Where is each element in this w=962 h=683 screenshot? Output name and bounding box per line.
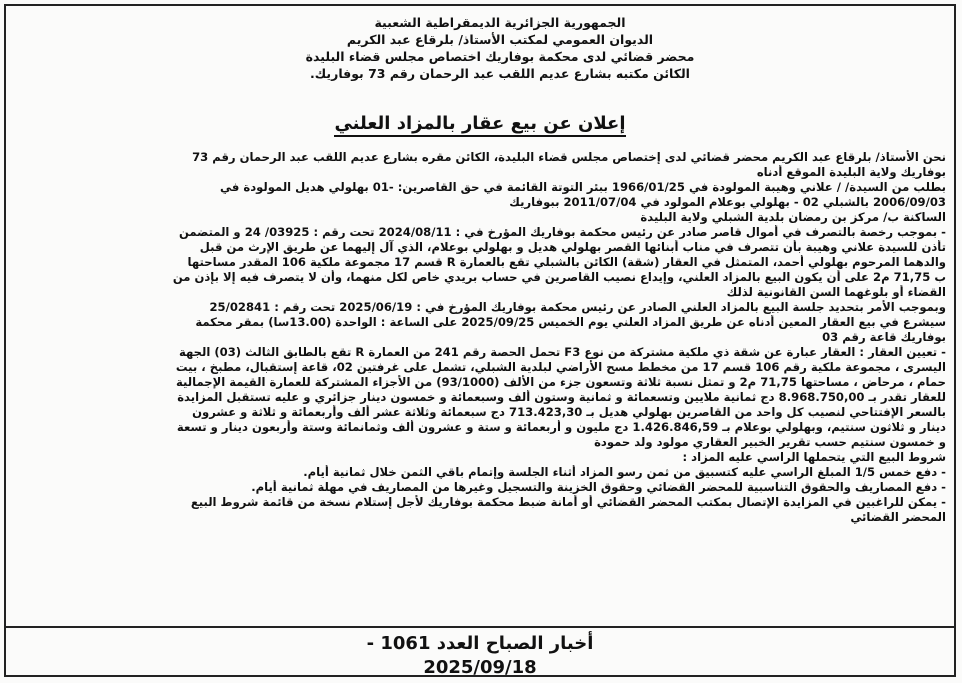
body-line: تأذن للسيدة علاني وهيبة بأن تتصرف في مناب أبنائها القصر بهلولي هديل و بهلولي بوعلام، الذي آل إليهما عن طريق الإرث من قبل xyxy=(199,240,946,254)
footer-block xyxy=(200,632,760,680)
title-text: إعلان عن بيع عقار بالمزاد العلني xyxy=(334,113,625,137)
announcement-body xyxy=(16,150,946,525)
body-line: 2006/09/03 بالشبلي 02 - بهلولي بوعلام المولود في 2011/07/04 ببوفاريك xyxy=(509,195,946,209)
body-line: بوفاريك ولاية البليدة الموقع أدناه xyxy=(756,165,946,179)
body-line: و خمسون سنتيم حسب تقرير الخبير العقاري مولود ولد حمودة xyxy=(594,435,946,449)
body-line: للعقار تقدر بـ 8.968.750,00 دج ثمانية ملايين وتسعمائة و ثمانية وستون ألف وسبعمائة و خمسون دينار جزائري و عليه تستقبل المزايدة xyxy=(177,390,946,404)
footer-date: 2025/09/18 xyxy=(423,657,537,678)
body-line: - يمكن للراغبين في المزايدة الإتصال بمكتب المحضر القضائي أو أمانة ضبط محكمة بوفاريك لأجل إستلام نسخة من قائمة شروط البيع xyxy=(190,495,946,509)
header-line-1: الجمهورية الجزائرية الديمقراطية الشعبية xyxy=(374,15,626,30)
body-line: سيشرع في بيع العقار المعين أدناه عن طريق المزاد العلني يوم الخميس 2025/09/25 على الساعة : الواحدة (13.00سا) بمقر محكمة xyxy=(195,315,946,329)
body-line: والدهما المرحوم بهلولي أحمد، المتمثل في العقار (شقة) الكائن بالشبلي تقع بالعمارة R قسم 17 مجموعة ملكية 106 المقدر مساحتها xyxy=(187,255,946,269)
header-block xyxy=(220,14,780,82)
body-line: دينار و ثلاثون سنتيم، وبهلولي بوعلام بـ 1.426.846,59 دج مليون و أربعمائة و ستة و عشرون ألف وثمانمائة وستة وأربعون دينار و تسعة xyxy=(176,420,946,434)
body-line: - تعيين العقار : العقار عبارة عن شقة ذي ملكية مشتركة من نوع F3 تحمل الحصة رقم 241 من العمارة R تقع بالطابق الثالث (03) الجهة xyxy=(178,345,946,359)
body-line: حمام ، مرحاض ، مساحتها 71,75 م2 و تمثل نسبة ثلاثة وتسعون جزء من الألف (93/1000) من الأجزاء المشتركة للعمارة القيمة الإجمالية xyxy=(176,375,946,389)
body-line: - دفع المصاريف والحقوق التناسبية للمحضر القضائي وحقوق الخزينة والتسجيل وغيرها من المصاريف في مهلة ثمانية أيام. xyxy=(251,480,946,494)
header-line-4: الكائن مكتبه بشارع عديم اللقب عبد الرحمان رقم 73 بوفاريك. xyxy=(310,66,690,81)
header-line-2: الديوان العمومي لمكتب الأستاذ/ بلرقاع عبد الكريم xyxy=(346,32,654,47)
footer-line-1: أخبار الصباح العدد 1061 - xyxy=(366,633,594,654)
body-line: - دفع خمس 1/5 المبلغ الراسي عليه كتسبيق من ثمن رسو المزاد أثناء الجلسة وإتمام باقي الثمن خلال ثمانية أيام. xyxy=(303,465,946,479)
body-line: نحن الأستاذ/ بلرقاع عبد الكريم محضر قضائي لدى إختصاص مجلس قضاء البليدة، الكائن مقره بشارع عديم اللقب عبد الرحمان رقم 73 xyxy=(192,150,946,164)
body-line: القضاء أو بلوغهما السن القانونية لذلك xyxy=(726,285,946,299)
body-line: - بموجب رخصة بالتصرف في أموال قاصر صادر عن رئيس محكمة بوفاريك المؤرخ في : 2024/08/11 تحت رقم : 03925/ 24 و المتضمن xyxy=(178,225,946,239)
header-line-3: محضر قضائي لدى محكمة بوفاريك اختصاص مجلس قضاء البليدة xyxy=(305,49,695,64)
body-line: شروط البيع التي يتحملها الراسي عليه المزاد : xyxy=(682,450,946,464)
body-line: وبموجب الأمر بتحديد جلسة البيع بالمزاد العلني الصادر عن رئيس محكمة بوفاريك المؤرخ في : 2025/06/19 تحت رقم : 25/02841 xyxy=(209,300,946,314)
body-line: ب 71,75 م2 على أن يكون البيع بالمزاد العلني، وإيداع نصيب القاصرين في حساب بريدي خاص لكل منهما، وأن لا يتصرف فيه إلا بإذن من xyxy=(172,270,946,284)
footer-divider xyxy=(4,626,956,628)
announcement-title xyxy=(300,112,660,136)
body-line: بطلب من السيدة/ / علاني وهيبة المولودة في 1966/01/25 ببئر التوتة القائمة في حق القاصرين: -01 بهلولي هديل المولودة في xyxy=(220,180,946,194)
body-line: الساكنة ب/ مركز بن رمضان بلدية الشبلي ولاية البليدة xyxy=(640,210,946,224)
body-line: اليسرى ، مجموعة ملكية رقم 106 قسم 17 من مخطط مسح الأراضي لبلدية الشبلي، تشمل على غرفتين 02، قاعة إستقبال، مطبخ ، بيت xyxy=(175,360,946,374)
body-line: بالسعر الإفتتاحي لنصيب كل واحد من القاصرين بهلولي هديل بـ 713.423,30 دج سبعمائة وثلاثة عشر ألف وأربعمائة و ثلاثة و عشرون xyxy=(192,405,946,419)
body-line: بوفاريك قاعة رقم 03 xyxy=(822,330,946,344)
signature-line: المحضر القضائي xyxy=(850,510,946,524)
